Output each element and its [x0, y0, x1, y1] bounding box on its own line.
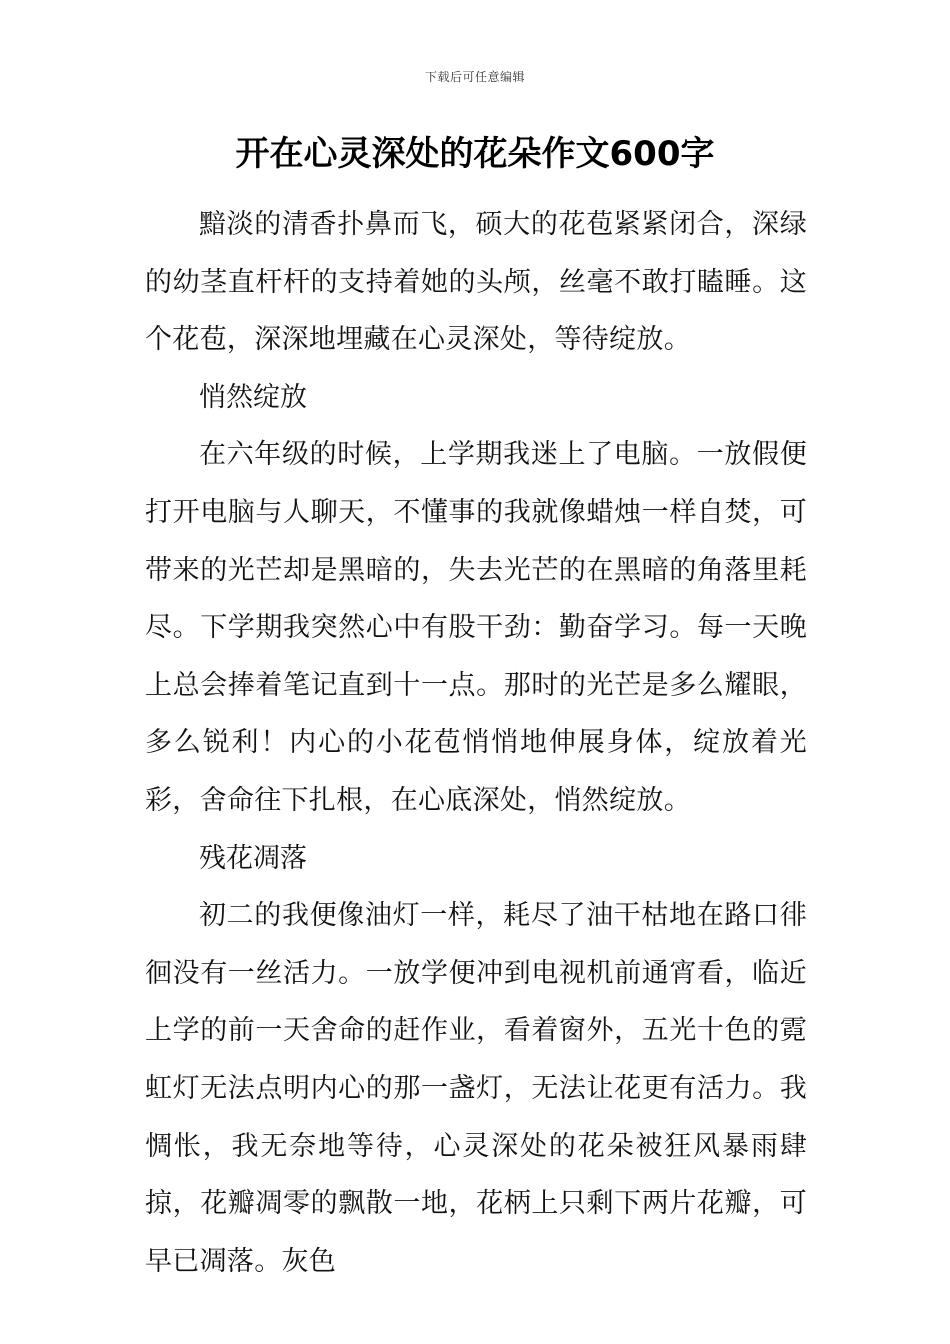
document-title: 开在心灵深处的花朵作文600字	[235, 134, 715, 174]
paragraph-intro: 黯淡的清香扑鼻而飞，硕大的花苞紧紧闭合，深绿的幼茎直杆杆的支持着她的头颅，丝毫不敢打瞌睡。这个花苞，深深地埋藏在心灵深处，等待绽放。	[145, 209, 807, 356]
paragraph-bloom: 在六年级的时候，上学期我迷上了电脑。一放假便打开电脑与人聊天，不懂事的我就像蜡烛一样自焚，可带来的光芒却是黑暗的，失去光芒的在黑暗的角落里耗尽。下学期我突然心中有股干劲：勤奋学习。每一天晚上总会捧着笔记直到十一点。那时的光芒是多么耀眼，多么锐利！内心的小花苞悄悄地伸展身体，绽放着光彩，舍命往下扎根，在心底深处，悄然绽放。	[145, 439, 807, 816]
section-heading-wither: 残花凋落	[199, 842, 307, 874]
section-heading-bloom: 悄然绽放	[199, 381, 307, 413]
paragraph-wither: 初二的我便像油灯一样，耗尽了油干枯地在路口徘徊没有一丝活力。一放学便冲到电视机前通宵看，临近上学的前一天舍命的赶作业，看着窗外，五光十色的霓虹灯无法点明内心的那一盏灯，无法让花更有活力。我惆怅，我无奈地等待，心灵深处的花朵被狂风暴雨肆掠，花瓣凋零的飘散一地，花柄上只剩下两片花瓣，可早已凋落。灰色	[145, 900, 807, 1277]
header-note: 下载后可任意编辑	[424, 70, 525, 84]
document-body	[145, 196, 807, 1290]
